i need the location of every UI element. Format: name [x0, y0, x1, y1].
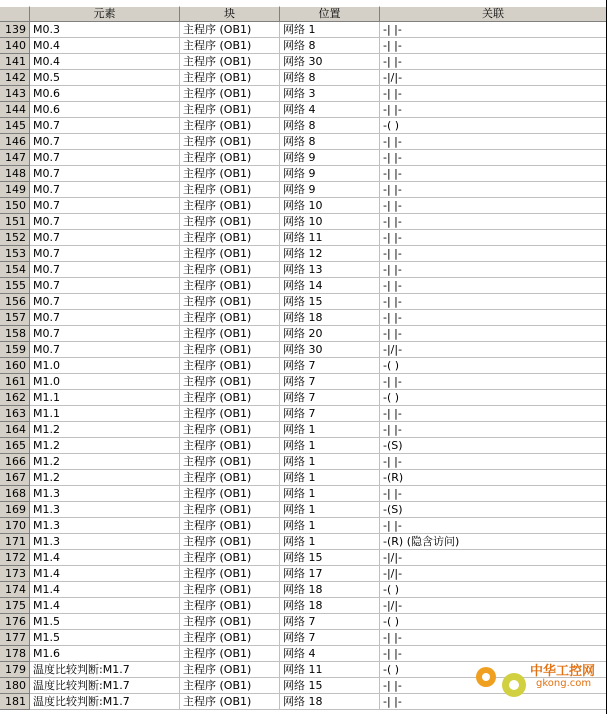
- cell-element[interactable]: M0.5: [30, 70, 180, 86]
- cell-context[interactable]: -( ): [380, 390, 607, 406]
- cell-context[interactable]: -| |-: [380, 326, 607, 342]
- cell-location[interactable]: 网络 15: [280, 678, 380, 694]
- cell-location[interactable]: 网络 11: [280, 230, 380, 246]
- table-row[interactable]: [0, 518, 607, 534]
- cell-location[interactable]: 网络 7: [280, 614, 380, 630]
- cell-element[interactable]: M0.7: [30, 278, 180, 294]
- row-number[interactable]: 145: [0, 118, 30, 134]
- row-number[interactable]: 140: [0, 38, 30, 54]
- cell-context[interactable]: -| |-: [380, 166, 607, 182]
- cell-context[interactable]: -| |-: [380, 86, 607, 102]
- table-row[interactable]: [0, 534, 607, 550]
- cell-element[interactable]: M0.7: [30, 214, 180, 230]
- cell-context[interactable]: -|/|-: [380, 550, 607, 566]
- cell-block[interactable]: 主程序 (OB1): [180, 470, 280, 486]
- cell-block[interactable]: 主程序 (OB1): [180, 70, 280, 86]
- table-row[interactable]: [0, 422, 607, 438]
- cell-location[interactable]: 网络 20: [280, 326, 380, 342]
- cell-element[interactable]: 温度比较判断:M1.7: [30, 678, 180, 694]
- row-number[interactable]: 170: [0, 518, 30, 534]
- cell-location[interactable]: 网络 8: [280, 118, 380, 134]
- cell-location[interactable]: 网络 9: [280, 150, 380, 166]
- table-row[interactable]: [0, 326, 607, 342]
- row-number[interactable]: 169: [0, 502, 30, 518]
- row-number[interactable]: 179: [0, 662, 30, 678]
- cell-block[interactable]: 主程序 (OB1): [180, 630, 280, 646]
- row-number[interactable]: 168: [0, 486, 30, 502]
- cell-element[interactable]: M1.3: [30, 534, 180, 550]
- cell-element[interactable]: M1.6: [30, 646, 180, 662]
- cell-location[interactable]: 网络 7: [280, 406, 380, 422]
- cell-element[interactable]: M0.4: [30, 38, 180, 54]
- cell-location[interactable]: 网络 1: [280, 534, 380, 550]
- cell-location[interactable]: 网络 30: [280, 54, 380, 70]
- table-row[interactable]: [0, 470, 607, 486]
- watermark-url: gkong.com: [536, 678, 592, 689]
- header-context[interactable]: 关联: [380, 6, 607, 22]
- table-row[interactable]: [0, 566, 607, 582]
- cell-location[interactable]: 网络 1: [280, 502, 380, 518]
- row-number[interactable]: 166: [0, 454, 30, 470]
- cell-block[interactable]: 主程序 (OB1): [180, 150, 280, 166]
- cell-block[interactable]: 主程序 (OB1): [180, 38, 280, 54]
- table-row[interactable]: [0, 54, 607, 70]
- row-number[interactable]: 139: [0, 22, 30, 38]
- cell-location[interactable]: 网络 9: [280, 182, 380, 198]
- table-row[interactable]: [0, 390, 607, 406]
- cell-element[interactable]: M0.7: [30, 150, 180, 166]
- table-row[interactable]: [0, 502, 607, 518]
- row-number[interactable]: 180: [0, 678, 30, 694]
- cell-element[interactable]: M1.4: [30, 550, 180, 566]
- cell-context[interactable]: -| |-: [380, 294, 607, 310]
- table-row[interactable]: [0, 118, 607, 134]
- cell-location[interactable]: 网络 8: [280, 70, 380, 86]
- row-number[interactable]: 155: [0, 278, 30, 294]
- cell-location[interactable]: 网络 1: [280, 518, 380, 534]
- row-number[interactable]: 171: [0, 534, 30, 550]
- row-number[interactable]: 158: [0, 326, 30, 342]
- cell-block[interactable]: 主程序 (OB1): [180, 182, 280, 198]
- row-number[interactable]: 146: [0, 134, 30, 150]
- cell-element[interactable]: M1.3: [30, 502, 180, 518]
- row-number[interactable]: 150: [0, 198, 30, 214]
- cell-element[interactable]: M0.7: [30, 166, 180, 182]
- cell-location[interactable]: 网络 15: [280, 294, 380, 310]
- row-number[interactable]: 173: [0, 566, 30, 582]
- row-number[interactable]: 143: [0, 86, 30, 102]
- table-row[interactable]: [0, 310, 607, 326]
- table-row[interactable]: [0, 486, 607, 502]
- cell-element[interactable]: M0.7: [30, 182, 180, 198]
- cell-element[interactable]: M1.5: [30, 614, 180, 630]
- cell-block[interactable]: 主程序 (OB1): [180, 566, 280, 582]
- cell-element[interactable]: M1.2: [30, 454, 180, 470]
- table-row[interactable]: [0, 150, 607, 166]
- cell-element[interactable]: M1.1: [30, 390, 180, 406]
- cell-element[interactable]: M0.7: [30, 246, 180, 262]
- cell-context[interactable]: -| |-: [380, 486, 607, 502]
- cell-element[interactable]: M1.2: [30, 422, 180, 438]
- cell-location[interactable]: 网络 7: [280, 374, 380, 390]
- cell-element[interactable]: M1.3: [30, 486, 180, 502]
- cell-context[interactable]: -(R) (隐含访问): [380, 534, 607, 550]
- row-number[interactable]: 147: [0, 150, 30, 166]
- cell-location[interactable]: 网络 10: [280, 214, 380, 230]
- cell-context[interactable]: -| |-: [380, 454, 607, 470]
- cell-block[interactable]: 主程序 (OB1): [180, 454, 280, 470]
- cell-block[interactable]: 主程序 (OB1): [180, 614, 280, 630]
- table-row[interactable]: [0, 438, 607, 454]
- cell-context[interactable]: -| |-: [380, 646, 607, 662]
- cell-block[interactable]: 主程序 (OB1): [180, 198, 280, 214]
- cell-block[interactable]: 主程序 (OB1): [180, 550, 280, 566]
- cell-block[interactable]: 主程序 (OB1): [180, 694, 280, 710]
- cell-location[interactable]: 网络 9: [280, 166, 380, 182]
- cell-context[interactable]: -| |-: [380, 262, 607, 278]
- table-header: [0, 6, 607, 22]
- cell-element[interactable]: M0.7: [30, 198, 180, 214]
- cell-element[interactable]: M1.4: [30, 582, 180, 598]
- cell-context[interactable]: -| |-: [380, 198, 607, 214]
- cell-element[interactable]: M1.2: [30, 470, 180, 486]
- table-row[interactable]: [0, 182, 607, 198]
- cell-element[interactable]: M0.7: [30, 118, 180, 134]
- table-row[interactable]: [0, 582, 607, 598]
- table-row[interactable]: [0, 262, 607, 278]
- row-number[interactable]: 174: [0, 582, 30, 598]
- cell-element[interactable]: M1.5: [30, 630, 180, 646]
- cell-block[interactable]: 主程序 (OB1): [180, 326, 280, 342]
- cell-context[interactable]: -( ): [380, 662, 607, 678]
- cell-context[interactable]: -(S): [380, 502, 607, 518]
- cell-element[interactable]: M1.4: [30, 566, 180, 582]
- row-number[interactable]: 181: [0, 694, 30, 710]
- cell-context[interactable]: -| |-: [380, 22, 607, 38]
- cell-location[interactable]: 网络 4: [280, 102, 380, 118]
- cell-block[interactable]: 主程序 (OB1): [180, 406, 280, 422]
- row-number[interactable]: 144: [0, 102, 30, 118]
- table-row[interactable]: [0, 102, 607, 118]
- cell-context[interactable]: -| |-: [380, 214, 607, 230]
- row-number[interactable]: 157: [0, 310, 30, 326]
- table-row[interactable]: [0, 38, 607, 54]
- cell-block[interactable]: 主程序 (OB1): [180, 342, 280, 358]
- cell-block[interactable]: 主程序 (OB1): [180, 118, 280, 134]
- cell-context[interactable]: -| |-: [380, 54, 607, 70]
- table-row[interactable]: [0, 70, 607, 86]
- cell-block[interactable]: 主程序 (OB1): [180, 54, 280, 70]
- table-row[interactable]: [0, 22, 607, 38]
- cell-element[interactable]: M1.4: [30, 598, 180, 614]
- cell-block[interactable]: 主程序 (OB1): [180, 230, 280, 246]
- cell-context[interactable]: -| |-: [380, 694, 607, 710]
- cell-context[interactable]: -| |-: [380, 630, 607, 646]
- cell-block[interactable]: 主程序 (OB1): [180, 166, 280, 182]
- cell-context[interactable]: -( ): [380, 582, 607, 598]
- cell-location[interactable]: 网络 17: [280, 566, 380, 582]
- cell-context[interactable]: -| |-: [380, 150, 607, 166]
- cell-element[interactable]: M1.3: [30, 518, 180, 534]
- cell-context[interactable]: -| |-: [380, 278, 607, 294]
- cell-block[interactable]: 主程序 (OB1): [180, 86, 280, 102]
- cell-context[interactable]: -| |-: [380, 406, 607, 422]
- cell-location[interactable]: 网络 11: [280, 662, 380, 678]
- header-row-number[interactable]: [0, 6, 30, 22]
- cell-element[interactable]: M0.7: [30, 134, 180, 150]
- row-number[interactable]: 164: [0, 422, 30, 438]
- table-row[interactable]: [0, 406, 607, 422]
- cell-location[interactable]: 网络 1: [280, 22, 380, 38]
- row-number[interactable]: 141: [0, 54, 30, 70]
- table-row[interactable]: [0, 454, 607, 470]
- table-row[interactable]: [0, 598, 607, 614]
- cell-block[interactable]: 主程序 (OB1): [180, 278, 280, 294]
- cell-context[interactable]: -|/|-: [380, 70, 607, 86]
- cell-context[interactable]: -|/|-: [380, 342, 607, 358]
- cell-block[interactable]: 主程序 (OB1): [180, 214, 280, 230]
- row-number[interactable]: 153: [0, 246, 30, 262]
- header-element[interactable]: 元素: [30, 6, 180, 22]
- table-row[interactable]: [0, 630, 607, 646]
- row-number[interactable]: 159: [0, 342, 30, 358]
- table-row[interactable]: [0, 86, 607, 102]
- row-number[interactable]: 163: [0, 406, 30, 422]
- row-number[interactable]: 176: [0, 614, 30, 630]
- cell-block[interactable]: 主程序 (OB1): [180, 262, 280, 278]
- cell-element[interactable]: M1.0: [30, 374, 180, 390]
- cell-block[interactable]: 主程序 (OB1): [180, 358, 280, 374]
- cell-block[interactable]: 主程序 (OB1): [180, 310, 280, 326]
- cell-block[interactable]: 主程序 (OB1): [180, 294, 280, 310]
- cell-location[interactable]: 网络 18: [280, 310, 380, 326]
- cell-block[interactable]: 主程序 (OB1): [180, 598, 280, 614]
- row-number[interactable]: 154: [0, 262, 30, 278]
- cell-context[interactable]: -| |-: [380, 518, 607, 534]
- table-row[interactable]: [0, 374, 607, 390]
- cross-reference-table: [0, 6, 607, 710]
- table-row[interactable]: [0, 230, 607, 246]
- cell-block[interactable]: 主程序 (OB1): [180, 134, 280, 150]
- cell-element[interactable]: M0.7: [30, 326, 180, 342]
- cell-element[interactable]: M0.3: [30, 22, 180, 38]
- row-number[interactable]: 161: [0, 374, 30, 390]
- cell-context[interactable]: -| |-: [380, 134, 607, 150]
- cell-context[interactable]: -| |-: [380, 102, 607, 118]
- cell-element[interactable]: M0.7: [30, 294, 180, 310]
- cell-element[interactable]: M0.7: [30, 230, 180, 246]
- cell-location[interactable]: 网络 3: [280, 86, 380, 102]
- header-location[interactable]: 位置: [280, 6, 380, 22]
- cell-element[interactable]: M0.7: [30, 262, 180, 278]
- cell-element[interactable]: M0.7: [30, 310, 180, 326]
- cell-context[interactable]: -| |-: [380, 678, 607, 694]
- cell-location[interactable]: 网络 18: [280, 598, 380, 614]
- table-row[interactable]: [0, 198, 607, 214]
- cell-location[interactable]: 网络 7: [280, 358, 380, 374]
- cell-block[interactable]: 主程序 (OB1): [180, 502, 280, 518]
- cell-block[interactable]: 主程序 (OB1): [180, 438, 280, 454]
- row-number[interactable]: 172: [0, 550, 30, 566]
- header-block[interactable]: 块: [180, 6, 280, 22]
- cell-location[interactable]: 网络 1: [280, 470, 380, 486]
- cell-context[interactable]: -(R): [380, 470, 607, 486]
- cell-location[interactable]: 网络 7: [280, 630, 380, 646]
- table-row[interactable]: [0, 246, 607, 262]
- cell-block[interactable]: 主程序 (OB1): [180, 678, 280, 694]
- cell-location[interactable]: 网络 12: [280, 246, 380, 262]
- cell-location[interactable]: 网络 8: [280, 134, 380, 150]
- row-number[interactable]: 178: [0, 646, 30, 662]
- cell-block[interactable]: 主程序 (OB1): [180, 582, 280, 598]
- cell-context[interactable]: -( ): [380, 118, 607, 134]
- table-row[interactable]: [0, 358, 607, 374]
- row-number[interactable]: 167: [0, 470, 30, 486]
- cell-location[interactable]: 网络 1: [280, 486, 380, 502]
- row-number[interactable]: 151: [0, 214, 30, 230]
- row-number[interactable]: 165: [0, 438, 30, 454]
- cell-element[interactable]: 温度比较判断:M1.7: [30, 694, 180, 710]
- cell-context[interactable]: -| |-: [380, 310, 607, 326]
- cell-context[interactable]: -( ): [380, 614, 607, 630]
- cell-location[interactable]: 网络 7: [280, 390, 380, 406]
- row-number[interactable]: 175: [0, 598, 30, 614]
- cell-block[interactable]: 主程序 (OB1): [180, 374, 280, 390]
- cell-location[interactable]: 网络 13: [280, 262, 380, 278]
- table-body: [0, 22, 607, 710]
- cell-context[interactable]: -| |-: [380, 422, 607, 438]
- cell-element[interactable]: M1.1: [30, 406, 180, 422]
- cell-element[interactable]: 温度比较判断:M1.7: [30, 662, 180, 678]
- cell-location[interactable]: 网络 1: [280, 422, 380, 438]
- row-number[interactable]: 156: [0, 294, 30, 310]
- cell-context[interactable]: -|/|-: [380, 598, 607, 614]
- watermark-title: 中华工控网: [530, 664, 596, 679]
- cell-location[interactable]: 网络 8: [280, 38, 380, 54]
- cell-context[interactable]: -| |-: [380, 38, 607, 54]
- table-row[interactable]: [0, 278, 607, 294]
- cell-element[interactable]: M0.6: [30, 86, 180, 102]
- cell-location[interactable]: 网络 30: [280, 342, 380, 358]
- cell-block[interactable]: 主程序 (OB1): [180, 518, 280, 534]
- row-number[interactable]: 148: [0, 166, 30, 182]
- row-number[interactable]: 162: [0, 390, 30, 406]
- table-row[interactable]: [0, 214, 607, 230]
- cell-context[interactable]: -(S): [380, 438, 607, 454]
- cell-location[interactable]: 网络 1: [280, 454, 380, 470]
- cell-element[interactable]: M0.6: [30, 102, 180, 118]
- row-number[interactable]: 142: [0, 70, 30, 86]
- cell-context[interactable]: -| |-: [380, 246, 607, 262]
- table-row[interactable]: [0, 342, 607, 358]
- row-number[interactable]: 177: [0, 630, 30, 646]
- cell-block[interactable]: 主程序 (OB1): [180, 534, 280, 550]
- cell-location[interactable]: 网络 4: [280, 646, 380, 662]
- table-row[interactable]: [0, 166, 607, 182]
- cell-block[interactable]: 主程序 (OB1): [180, 486, 280, 502]
- table-row[interactable]: [0, 134, 607, 150]
- cell-block[interactable]: 主程序 (OB1): [180, 390, 280, 406]
- cell-location[interactable]: 网络 1: [280, 438, 380, 454]
- cell-context[interactable]: -| |-: [380, 230, 607, 246]
- cell-context[interactable]: -| |-: [380, 374, 607, 390]
- cell-block[interactable]: 主程序 (OB1): [180, 102, 280, 118]
- cell-location[interactable]: 网络 18: [280, 582, 380, 598]
- row-number[interactable]: 149: [0, 182, 30, 198]
- cell-element[interactable]: M0.7: [30, 342, 180, 358]
- cell-block[interactable]: 主程序 (OB1): [180, 646, 280, 662]
- cell-element[interactable]: M1.0: [30, 358, 180, 374]
- cell-block[interactable]: 主程序 (OB1): [180, 246, 280, 262]
- cell-context[interactable]: -|/|-: [380, 566, 607, 582]
- cell-block[interactable]: 主程序 (OB1): [180, 22, 280, 38]
- cell-element[interactable]: M1.2: [30, 438, 180, 454]
- cell-context[interactable]: -( ): [380, 358, 607, 374]
- row-number[interactable]: 152: [0, 230, 30, 246]
- cell-location[interactable]: 网络 14: [280, 278, 380, 294]
- table-row[interactable]: [0, 294, 607, 310]
- table-row[interactable]: [0, 614, 607, 630]
- cell-context[interactable]: -| |-: [380, 182, 607, 198]
- cell-block[interactable]: 主程序 (OB1): [180, 422, 280, 438]
- row-number[interactable]: 160: [0, 358, 30, 374]
- cell-location[interactable]: 网络 15: [280, 550, 380, 566]
- cell-location[interactable]: 网络 10: [280, 198, 380, 214]
- cell-location[interactable]: 网络 18: [280, 694, 380, 710]
- cell-element[interactable]: M0.4: [30, 54, 180, 70]
- cell-block[interactable]: 主程序 (OB1): [180, 662, 280, 678]
- table-row[interactable]: [0, 550, 607, 566]
